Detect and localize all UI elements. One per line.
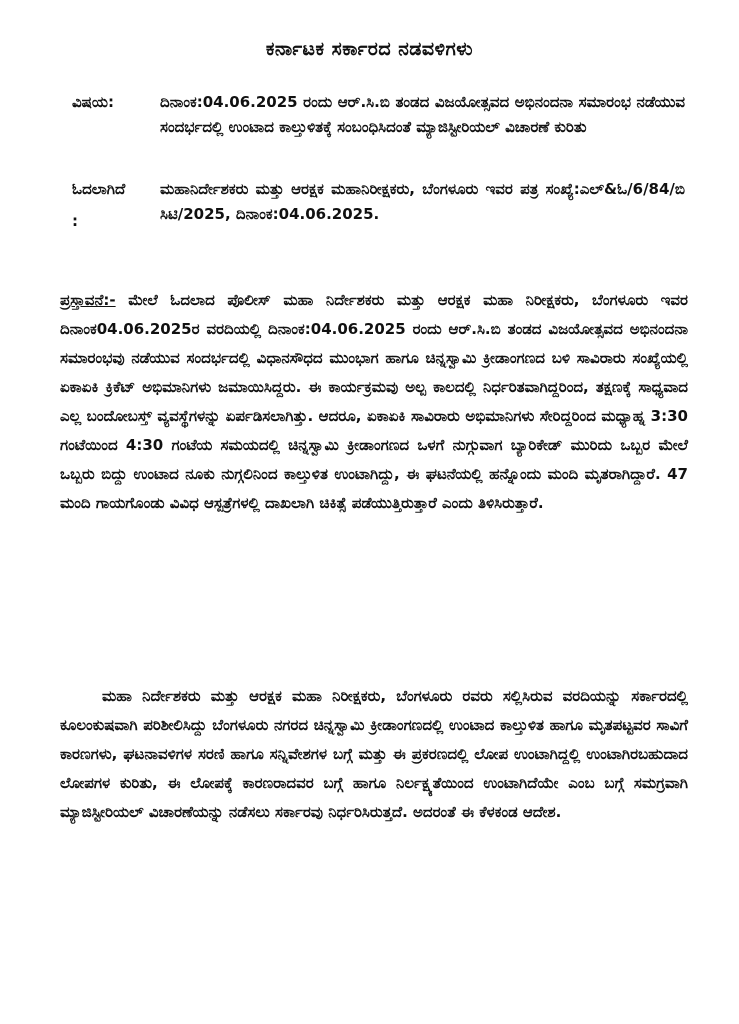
reference-label-colon: : bbox=[72, 212, 78, 230]
document-title: ಕರ್ನಾಟಕ ಸರ್ಕಾರದ ನಡವಳಿಗಳು bbox=[265, 38, 474, 60]
reference-label: ಓದಲಾಗಿದೆ bbox=[72, 180, 126, 198]
second-paragraph: ಮಹಾ ನಿರ್ದೇಶಕರು ಮತ್ತು ಆರಕ್ಷಕ ಮಹಾ ನಿರೀಕ್ಷಕರು, ಬೆಂಗಳೂರು ರವರು ಸಲ್ಲಿಸಿರುವ ವರದಿಯನ್ನು ಸರ್ಕಾರದಲ್ಲಿ ಕೂಲಂಕುಷವಾಗಿ ಪರಿಶೀಲಿಸಿದ್ದು ಬೆಂಗಳೂರು ನಗರದ ಚಿನ್ನಸ್ವಾಮಿ ಕ್ರೀಡಾಂಗಣದಲ್ಲಿ ಉಂಟಾದ ಕಾಲ್ತುಳಿತ ಹಾಗೂ ಮೃತಪಟ್ಟವರ ಸಾವಿಗೆ ಕಾರಣಗಳು, ಘಟನಾವಳಿಗಳ ಸರಣಿ ಹಾಗೂ ಸನ್ನಿವೇಶಗಳ ಬಗ್ಗೆ ಮತ್ತು ಈ ಪ್ರಕರಣದಲ್ಲಿ ಲೋಪ ಉಂಟಾಗಿದ್ದಲ್ಲಿ ಉಂಟಾಗಿರಬಹುದಾದ ಲೋಪಗಳ ಕುರಿತು, ಈ ಲೋಪಕ್ಕೆ ಕಾರಣರಾದವರ ಬಗ್ಗೆ ಹಾಗೂ ನಿರ್ಲಕ್ಷ್ಯತೆಯಿಂದ ಉಂಟಾಗಿದೆಯೇ ಎಂಬ ಬಗ್ಗೆ ಸಮಗ್ರವಾಗಿ ಮ್ಯಾಜಿಸ್ಟೀರಿಯಲ್ ವಿಚಾರಣೆಯನ್ನು ನಡೆಸಲು ಸರ್ಕಾರವು ನಿರ್ಧರಿಸಿರುತ್ತದೆ. ಅದರಂತೆ ಈ ಕೆಳಕಂಡ ಆದೇಶ. bbox=[60, 687, 688, 821]
subject-label: ವಿಷಯ: bbox=[72, 93, 114, 111]
preamble-paragraph bbox=[60, 286, 688, 518]
preamble-lead: ಪ್ರಸ್ತಾವನೆ:- bbox=[60, 291, 116, 309]
preamble-text: ಮೇಲೆ ಓದಲಾದ ಪೊಲೀಸ್ ಮಹಾ ನಿರ್ದೇಶಕರು ಮತ್ತು ಆರಕ್ಷಕ ಮಹಾ ನಿರೀಕ್ಷಕರು, ಬೆಂಗಳೂರು ಇವರ ದಿನಾಂಕ04.06.2025ರ ವರದಿಯಲ್ಲಿ ದಿನಾಂಕ:04.06.2025 ರಂದು ಆರ್.ಸಿ.ಬಿ ತಂಡದ ವಿಜಯೋತ್ಸವದ ಅಭಿನಂದನಾ ಸಮಾರಂಭವು ನಡೆಯುವ ಸಂದರ್ಭದಲ್ಲಿ ವಿಧಾನಸೌಧದ ಮುಂಭಾಗ ಹಾಗೂ ಚಿನ್ನಸ್ವಾಮಿ ಕ್ರೀಡಾಂಗಣದ ಬಳಿ ಸಾವಿರಾರು ಸಂಖ್ಯೆಯಲ್ಲಿ ಏಕಾಏಕಿ ಕ್ರಿಕೆಟ್ ಅಭಿಮಾನಿಗಳು ಜಮಾಯಿಸಿದ್ದರು. ಈ ಕಾರ್ಯಕ್ರಮವು ಅಲ್ಪ ಕಾಲದಲ್ಲಿ ನಿರ್ಧರಿತವಾಗಿದ್ದರಿಂದ, ತಕ್ಷಣಕ್ಕೆ ಸಾಧ್ಯವಾದ ಎಲ್ಲ ಬಂದೋಬಸ್ತ್ ವ್ಯವಸ್ಥೆಗಳನ್ನು ಏರ್ಪಡಿಸಲಾಗಿತ್ತು. ಆದರೂ, ಏಕಾಏಕಿ ಸಾವಿರಾರು ಅಭಿಮಾನಿಗಳು ಸೇರಿದ್ದರಿಂದ ಮಧ್ಯಾಹ್ನ 3:30 ಗಂಟೆಯಿಂದ 4:30 ಗಂಟೆಯ ಸಮಯದಲ್ಲಿ ಚಿನ್ನಸ್ವಾಮಿ ಕ್ರೀಡಾಂಗಣದ ಒಳಗೆ ನುಗ್ಗುವಾಗ ಬ್ಯಾರಿಕೇಡ್ ಮುರಿದು ಒಬ್ಬರ ಮೇಲೆ ಒಬ್ಬರು ಬಿದ್ದು ಉಂಟಾದ ನೂಕು ನುಗ್ಗಲಿನಿಂದ ಕಾಲ್ತುಳಿತ ಉಂಟಾಗಿದ್ದು, ಈ ಘಟನೆಯಲ್ಲಿ ಹನ್ನೊಂದು ಮಂದಿ ಮೃತರಾಗಿದ್ದಾರೆ. 47 ಮಂದಿ ಗಾಯಗೊಂಡು ವಿವಿಧ ಆಸ್ಪತ್ರೆಗಳಲ್ಲಿ ದಾಖಲಾಗಿ ಚಿಕಿತ್ಸೆ ಪಡೆಯುತ್ತಿರುತ್ತಾರೆ ಎಂದು ತಿಳಿಸಿರುತ್ತಾರೆ. bbox=[60, 291, 688, 512]
subject-text: ದಿನಾಂಕ:04.06.2025 ರಂದು ಆರ್.ಸಿ.ಬಿ ತಂಡದ ವಿಜಯೋತ್ಸವದ ಅಭಿನಂದನಾ ಸಮಾರಂಭ ನಡೆಯುವ ಸಂದರ್ಭದಲ್ಲಿ ಉಂಟಾದ ಕಾಲ್ತುಳಿತಕ್ಕೆ ಸಂಬಂಧಿಸಿದಂತೆ ಮ್ಯಾಜಿಸ್ಟೀರಿಯಲ್ ವಿಚಾರಣೆ ಕುರಿತು bbox=[160, 93, 685, 136]
reference-text: ಮಹಾನಿರ್ದೇಶಕರು ಮತ್ತು ಆರಕ್ಷಕ ಮಹಾನಿರೀಕ್ಷಕರು, ಬೆಂಗಳೂರು ಇವರ ಪತ್ರ ಸಂಖ್ಯೆ:ಎಲ್&ಓ/6/84/ಬಿ ಸಿಟಿ/2025, ದಿನಾಂಕ:04.06.2025. bbox=[160, 180, 685, 223]
